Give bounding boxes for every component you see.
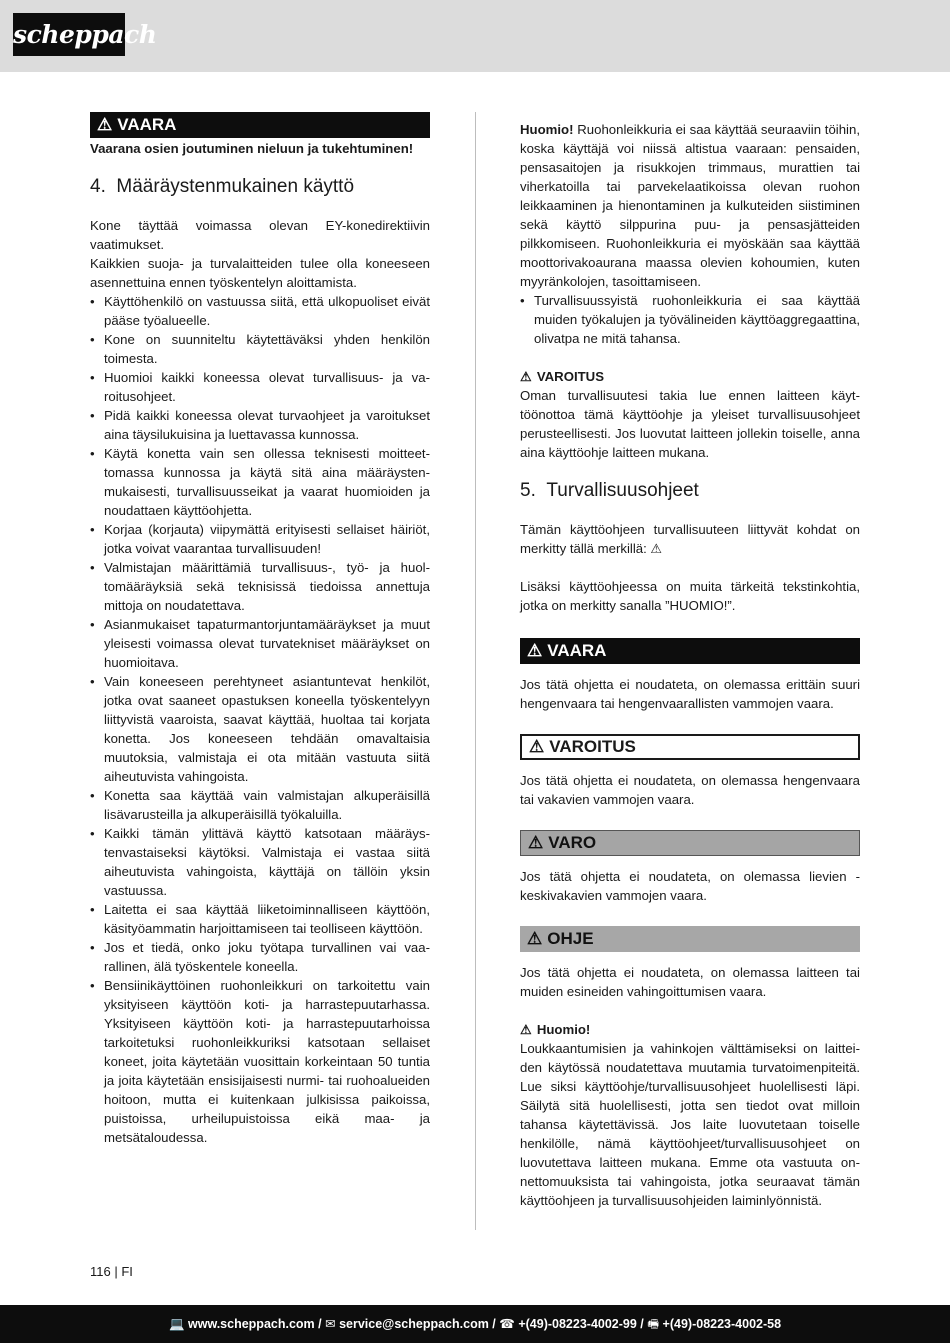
varoitus-box: ⚠ VAROITUS [520,734,860,760]
list-item: • Laitetta ei saa käyttää liiketoiminnalliseen käyttöön, käsityöammatin harjoittamiseen tai teolliseen käyttöön. [90,900,430,938]
phone-number: +(49)-08223-4002-99 / [518,1317,644,1331]
note-text: Loukkaantumisien ja vahinkojen välttämiseksi on laitteiden käytössä noudatettava muutamia turvatoimenpiteitä. Lue siksi käyttöohje/turvallisuusohjeet huolellisesti läpi. Säilytä sitä huolellisesti, jotta sen tiedot ovat milloin tahansa käytettävissä. Jos laite luovutetaan toiselle henkilölle, nämä käyttöohjeet/turvallisuusohjeet on luovutettava laitteen mukana. Emme ota vastuuta onnettomuuksista tai vahingoista, jotka seuraavat tämän käyttöohjeen ja turvallisuusohjeiden laiminlyönnistä. [520,1041,860,1208]
list-item: • Valmistajan määrittämiä turvallisuus-, työ- ja huoltomääräyksiä sekä teknisissä tiedoissa annettuja mittoja on noudatettava. [90,558,430,615]
warning-triangle-icon: ⚠ [520,1022,532,1037]
list-item: • Vain koneeseen perehtyneet asiantuntevat henkilöt, jotka ovat saaneet opastuksen koneella työskentelyyn liittyvistä vaaroista, saavat käyttää, huoltaa tai korjata konetta. Jos koneeseen tehdään omavaltaisia muutoksia, valmistaja ei ota mitään vastuuta siitä aiheutuvista vahingoista. [90,672,430,786]
ohje-box: ⚠ OHJE [520,926,860,952]
warning-triangle-icon: ⚠ [528,833,544,852]
phone-icon: ☎ [499,1317,515,1331]
list-item: • Pidä kaikki koneessa olevat turvaohjeet ja varoitukset aina täysilukuisina ja luettavassa kunnossa. [90,406,430,444]
varo-text: Jos tätä ohjetta ei noudateta, on olemassa lievien - keskivakavien vammojen vaara. [520,869,860,903]
symbol-paragraph: Tämän käyttöohjeen turvallisuuteen liittyvät kohdat on merkitty tällä merkillä: ⚠ [520,522,860,556]
safety-devices-paragraph: Kaikkien suoja- ja turvalaitteiden tulee olla koneeseen asennettuina ennen työskentelyn aloittamista. [90,256,430,290]
list-item: • Kaikki tämän ylittävä käyttö katsotaan määräystenvastaiseksi käytöksi. Valmistaja ei vastaa siitä aiheutuvista vahingoista, käyttäjä on tällöin yksin vastuussa. [90,824,430,900]
left-column [90,112,430,1147]
list-item: • Huomioi kaikki koneessa olevat turvallisuus- ja varoitusohjeet. [90,368,430,406]
list-item: • Jos et tiedä, onko joku työtapa turvallinen vai vaarallinen, älä työskentele koneella. [90,938,430,976]
warning-triangle-icon: ⚠ [520,369,532,384]
section-4-title: 4. Määräystenmukainen käyttö [90,176,355,197]
right-column [520,120,860,1210]
warning-heading: ⚠ VAROITUS [520,369,604,384]
section-5-title: 5. Turvallisuusohjeet [520,480,699,501]
list-item: • Bensiinikäyttöinen ruohonleikkuri on tarkoitettu vain yksityiseen käyttöön koti- ja harrastepuutarhassa. Yksityiseen käyttöön koti- ja harrastepuutarhoissa tarkoitetuksi ruohonleikkuriksi katsotaan sellaiset koneet, joita käytetään vuosittain korkeintaan 50 tuntia ja joita käytetään ensisijaisesti nurmi- tai ruohoalueiden hoitoon, mutta ei kuitenkaan julkisissa paikoissa, puistoissa, urheilupuistoissa eikä maa- ja metsätaloudessa. [90,976,430,1147]
list-item: • Kone on suunniteltu käytettäväksi yhden henkilön toimesta. [90,330,430,368]
ohje-text: Jos tätä ohjetta ei noudateta, on olemassa laitteen tai muiden esineiden vahingoittumisen vaara. [520,965,860,999]
prohibited-use-paragraph: Huomio! Ruohonleikkuria ei saa käyttää seuraaviin töihin, koska käyttäjä voi niissä altistua vaaraan: pensaiden, pensasaitojen ja risukkojen trimmaus, murattien tai viherkatoilla tai parvekelaatikoissa olevan ruohon leikkaaminen ja hienontaminen ja kulkuteiden siistiminen sekä käyttö silppurina puu- ja pensasjätteiden pilkkomiseen. Ruohonleikkuria ei myöskään saa käyttää moottorivakoaurana maassa olevien kohoumien, kuten myyränkolojen, tasoittamiseen. [520,122,860,289]
scheppach-logo: scheppach [13,13,125,56]
page-footer [0,1305,950,1343]
warning-triangle-icon: ⚠ [529,737,545,756]
intended-use-list [90,292,430,1147]
danger-box: ⚠ VAARA [90,112,430,138]
warning-triangle-icon: ⚠ [527,929,543,948]
computer-icon: 💻 [168,1317,185,1331]
page-header [0,0,950,72]
list-item: • Käytä konetta vain sen ollessa teknisesti moitteettomassa kunnossa ja käytä sitä aina määräystenmukaisesti, turvallisuusseikat ja vaarat huomioiden ja noudattaen käyttöohjetta. [90,444,430,520]
list-item: • Korjaa (korjauta) viipymättä erityisesti sellaiset häiriöt, jotka voivat vaarantaa turvallisuuden! [90,520,430,558]
email-link[interactable]: service@scheppach.com / [339,1317,496,1331]
list-item: • Konetta saa käyttää vain valmistajan alkuperäisillä lisävarusteilla ja alkuperäisillä työkaluilla. [90,786,430,824]
varo-box: ⚠ VARO [520,830,860,856]
danger-text: Vaarana osien joutuminen nieluun ja tukehtuminen! [90,141,414,156]
vaara-text: Jos tätä ohjetta ei noudateta, on olemassa erittäin suuri hengenvaara tai hengenvaarallisten vammojen vaara. [520,677,860,711]
page-number: 116 | FI [90,1264,133,1279]
note-heading: ⚠ Huomio! [520,1022,591,1037]
mail-icon: ✉ [325,1317,336,1331]
varoitus-text: Jos tätä ohjetta ei noudateta, on olemassa hengenvaara tai vakavien vammojen vaara. [520,773,860,807]
warning-triangle-icon: ⚠ [527,641,543,660]
warning-text: Oman turvallisuutesi takia lue ennen laitteen käyttöönottoa tämä käyttöohje ja yleiset turvallisuusohjeet perusteellisesti. Jos luovutat laitteen jollekin toiselle, anna aina käyttöohje laitteen mukana. [520,388,860,460]
website-link[interactable]: www.scheppach.com / [188,1317,322,1331]
list-item: • Turvallisuussyistä ruohonleikkuria ei saa käyttää muiden työkalujen ja työvälineiden käyttöaggregaattina, olivatpa ne mitä tahansa. [520,291,860,348]
list-item: • Asianmukaiset tapaturmantorjuntamääräykset ja muut yleisesti voimassa olevat turvatekniset määräykset on huomioitava. [90,615,430,672]
fax-number: +(49)-08223-4002-58 [662,1317,782,1331]
column-divider [475,112,476,1230]
conformity-paragraph: Kone täyttää voimassa olevan EY-konedirektiivin vaatimukset. [90,218,430,252]
vaara-box: ⚠ VAARA [520,638,860,664]
fax-icon: 🖷 [647,1317,660,1331]
prohibited-use-list [520,291,860,348]
warning-triangle-icon: ⚠ [97,115,113,134]
list-item: • Käyttöhenkilö on vastuussa siitä, että ulkopuoliset eivät pääse työalueelle. [90,292,430,330]
huomio-paragraph: Lisäksi käyttöohjeessa on muita tärkeitä tekstinkohtia, jotka on merkitty sanalla ”HUOMIO!”. [520,579,860,613]
